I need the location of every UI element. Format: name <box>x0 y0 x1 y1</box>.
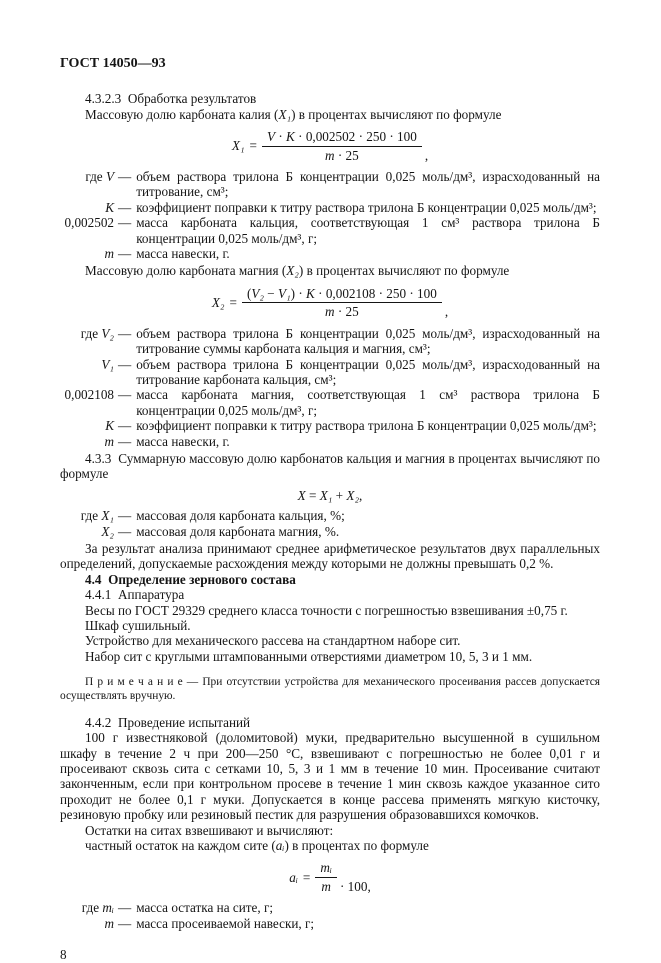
formula-lhs: aᵢ <box>289 869 298 885</box>
section-heading-4-4-2: 4.4.2 Проведение испытаний <box>85 714 251 730</box>
term-prefix: где <box>81 900 103 916</box>
equals-sign: = <box>249 138 257 154</box>
definition-list-ai <box>48 900 600 931</box>
fraction-denominator <box>262 147 422 163</box>
text-run: Массовую долю карбоната калия ( <box>85 106 279 122</box>
variable-ai: aᵢ <box>275 838 285 854</box>
dash: — <box>118 199 132 215</box>
variable-m: m <box>325 147 335 163</box>
section-heading-4-4-1: 4.4.1 Аппаратура <box>85 587 185 603</box>
definition-row <box>48 387 600 418</box>
term-prefix: где <box>85 169 106 185</box>
fraction <box>262 129 422 163</box>
paragraph-result: За результат анализа принимают среднее арифметическое результатов двух параллельных определений, допускаемые расхождения между которыми не должны превышать 0,2 %. <box>60 540 600 572</box>
fraction-denominator <box>242 303 442 319</box>
definition-desc: масса навески, г. <box>136 433 230 449</box>
section-heading-4-3-2-3: 4.3.2.3 Обработка результатов <box>85 91 257 107</box>
term-symbol: X₁ <box>101 508 114 524</box>
formula-comma: , <box>359 487 363 503</box>
term-prefix: где <box>80 325 102 341</box>
definition-term <box>48 357 114 372</box>
definition-row <box>48 215 600 246</box>
dash: — <box>118 246 132 262</box>
dash: — <box>186 676 199 689</box>
formula-factor: · 100, <box>339 878 371 894</box>
paragraph-sieves: Набор сит с круглыми штампованными отверстиями диаметром 10, 5, 3 и 1 мм. <box>85 648 533 664</box>
definition-row <box>48 326 600 357</box>
dash: — <box>118 900 132 916</box>
definition-row <box>48 418 600 433</box>
definition-row <box>48 169 600 200</box>
definition-list-x2 <box>48 326 600 449</box>
definition-list-sum <box>48 508 600 539</box>
formula-x-sum <box>60 488 600 503</box>
variable-mi: mᵢ <box>320 860 332 876</box>
definition-desc: массовая доля карбоната кальция, %; <box>136 508 345 524</box>
dash: — <box>118 523 132 539</box>
definition-desc: масса остатка на сите, г; <box>136 900 274 916</box>
term-symbol: mᵢ <box>102 900 114 916</box>
section-heading-4-4: 4.4 Определение зернового состава <box>85 571 296 587</box>
dash: — <box>118 169 132 185</box>
text-run: · 25 <box>334 147 359 163</box>
definition-term <box>48 215 114 230</box>
text-run: · 0,002502 · 250 · 100 <box>294 129 417 145</box>
variable-x: X <box>297 487 306 503</box>
definition-term <box>48 387 114 402</box>
definition-desc: масса просеиваемой навески, г; <box>136 915 315 931</box>
variable-k: K <box>306 285 315 301</box>
fraction <box>315 860 337 894</box>
definition-term <box>48 434 114 449</box>
variable-m: m <box>321 878 331 894</box>
term-symbol: X₂ <box>101 523 114 539</box>
variable-m: m <box>325 304 335 320</box>
dash: — <box>118 418 132 434</box>
formula-x2 <box>60 286 600 320</box>
definition-term <box>48 326 114 341</box>
dash: — <box>118 356 132 372</box>
paragraph-test-procedure: 100 г известняковой (доломитовой) муки, предварительно высушенной в сушильном шкафу в течение 2 ч при 200—250 °С, взвешивают с погрешностью не более 0,01 г и просеивают сквозь сита с сетками 10, 5, 3 и 1 мм в течение 10 мин. Просеивание считают законченным, если при контрольном просеве в течение 1 мин сквозь каждое указанное сито проходит не более 0,1 г муки. Допускается в конце рассева применять мягкую кисточку, резиновую пробку или резиновый пестик для разрушения образовавшихся комочков. <box>60 730 600 823</box>
paragraph-potassium-intro <box>60 107 600 122</box>
definition-term <box>48 200 114 215</box>
formula-lhs: X₂ <box>211 295 225 311</box>
term-symbol: V <box>105 169 114 185</box>
definition-term <box>48 246 114 261</box>
variable-v: V <box>266 129 276 145</box>
text-run: ) · <box>290 285 307 301</box>
formula-ai <box>60 860 600 894</box>
definition-row <box>48 900 600 915</box>
equals-sign: = <box>229 295 237 311</box>
definition-row <box>48 524 600 539</box>
doc-header: ГОСТ 14050—93 <box>60 56 166 71</box>
definition-desc: коэффициент поправки к титру раствора трилона Б концентрации 0,025 моль/дм³; <box>136 199 597 215</box>
dash: — <box>118 915 132 931</box>
paragraph-device: Устройство для механического рассева на стандартном наборе сит. <box>85 633 461 649</box>
paragraph-magnesium-intro <box>60 263 600 278</box>
text-run: · 25 <box>334 304 359 320</box>
dash: — <box>118 508 132 524</box>
term-prefix: где <box>80 508 102 524</box>
minus-sign: − <box>263 285 279 301</box>
term-symbol: V₁ <box>101 356 114 372</box>
paragraph-scales: Весы по ГОСТ 29329 среднего класса точности с погрешностью взвешивания ±0,75 г. <box>85 602 568 618</box>
paragraph-partial-residue <box>60 838 600 853</box>
definition-term <box>48 900 114 915</box>
definition-row <box>48 916 600 931</box>
definition-term <box>48 524 114 539</box>
fraction-numerator <box>315 860 337 877</box>
equals-sign: = <box>302 869 311 885</box>
dash: — <box>118 387 132 403</box>
formula-lhs: X₁ <box>231 138 245 154</box>
variable-x2: X₂ <box>286 263 299 279</box>
term-constant: 0,002502 <box>64 215 114 231</box>
formula-comma: , <box>444 304 449 320</box>
variable-v1: V₁ <box>278 285 291 301</box>
definition-row <box>48 200 600 215</box>
dash: — <box>118 215 132 231</box>
note-label: П р и м е ч а н и е <box>85 676 183 689</box>
definition-desc: объем раствора трилона Б концентрации 0,025 моль/дм³, израсходованный на титрование, см³; <box>136 169 600 200</box>
formula-x1 <box>60 129 600 163</box>
definition-term <box>48 916 114 931</box>
note-text: При отсутствии устройства для механического просеивания рассев допускается осуществлять вручную. <box>60 676 600 703</box>
definition-desc: массовая доля карбоната магния, %. <box>136 523 340 539</box>
formula-comma: , <box>424 147 429 163</box>
term-symbol: V₂ <box>101 325 114 341</box>
term-symbol: m <box>104 915 114 931</box>
variable-k: K <box>286 129 295 145</box>
fraction-denominator <box>315 878 337 894</box>
term-symbol: m <box>104 433 114 449</box>
definition-term <box>48 169 114 184</box>
dash: — <box>118 325 132 341</box>
fraction <box>242 286 442 320</box>
term-symbol: m <box>104 246 114 262</box>
definition-row <box>48 434 600 449</box>
text-run: частный остаток на каждом сите ( <box>85 838 276 854</box>
definition-desc: объем раствора трилона Б концентрации 0,025 моль/дм³, израсходованный на титрование карбоната кальция, см³; <box>136 356 600 387</box>
text-run: ( <box>246 285 252 301</box>
definition-row <box>48 508 600 523</box>
variable-x1: X₁ <box>278 106 292 122</box>
term-symbol: K <box>105 199 114 215</box>
variable-x2: X₂ <box>346 487 360 503</box>
definition-term <box>48 418 114 433</box>
text-run: Массовую долю карбоната магния ( <box>85 263 287 279</box>
equals-sign: = <box>305 487 320 503</box>
definition-desc: коэффициент поправки к титру раствора трилона Б концентрации 0,025 моль/дм³; <box>136 418 597 434</box>
section-heading-4-3-3: 4.3.3 Суммарную массовую долю карбонатов кальция и магния в процентах вычисляют по формуле <box>60 450 600 482</box>
page-number: 8 <box>60 947 67 963</box>
text-run: ) в процентах вычисляют по формуле <box>298 263 510 279</box>
variable-v2: V₂ <box>251 285 264 301</box>
definition-desc: масса навески, г. <box>136 246 230 262</box>
definition-desc: объем раствора трилона Б концентрации 0,025 моль/дм³, израсходованный на титрование суммы карбоната кальция и магния, см³; <box>136 325 600 357</box>
fraction-numerator <box>262 129 422 146</box>
definition-row <box>48 357 600 388</box>
dash: — <box>118 433 132 449</box>
definition-desc: масса карбоната кальция, соответствующая 1 см³ раствора трилона Б концентрации 0,025 моль/дм³, г; <box>136 215 600 246</box>
plus-sign: + <box>332 487 347 503</box>
note <box>60 676 600 704</box>
definition-list-x1 <box>48 169 600 261</box>
definition-row <box>48 246 600 261</box>
text-run: · 0,002108 · 250 · 100 <box>314 285 437 301</box>
paragraph-cabinet: Шкаф сушильный. <box>85 618 191 633</box>
variable-x1: X₁ <box>319 487 333 503</box>
definition-term <box>48 508 114 523</box>
text-run: ) в процентах вычисляют по формуле <box>291 106 502 122</box>
term-constant: 0,002108 <box>64 387 114 403</box>
term-symbol: K <box>105 418 114 434</box>
text-run: · <box>275 129 287 145</box>
text-run: ) в процентах по формуле <box>284 838 429 854</box>
fraction-numerator <box>242 286 442 303</box>
definition-desc: масса карбоната магния, соответствующая 1 см³ раствора трилона Б концентрации 0,025 моль/дм³, г; <box>136 387 600 418</box>
paragraph-remains: Остатки на ситах взвешивают и вычисляют: <box>85 822 334 838</box>
